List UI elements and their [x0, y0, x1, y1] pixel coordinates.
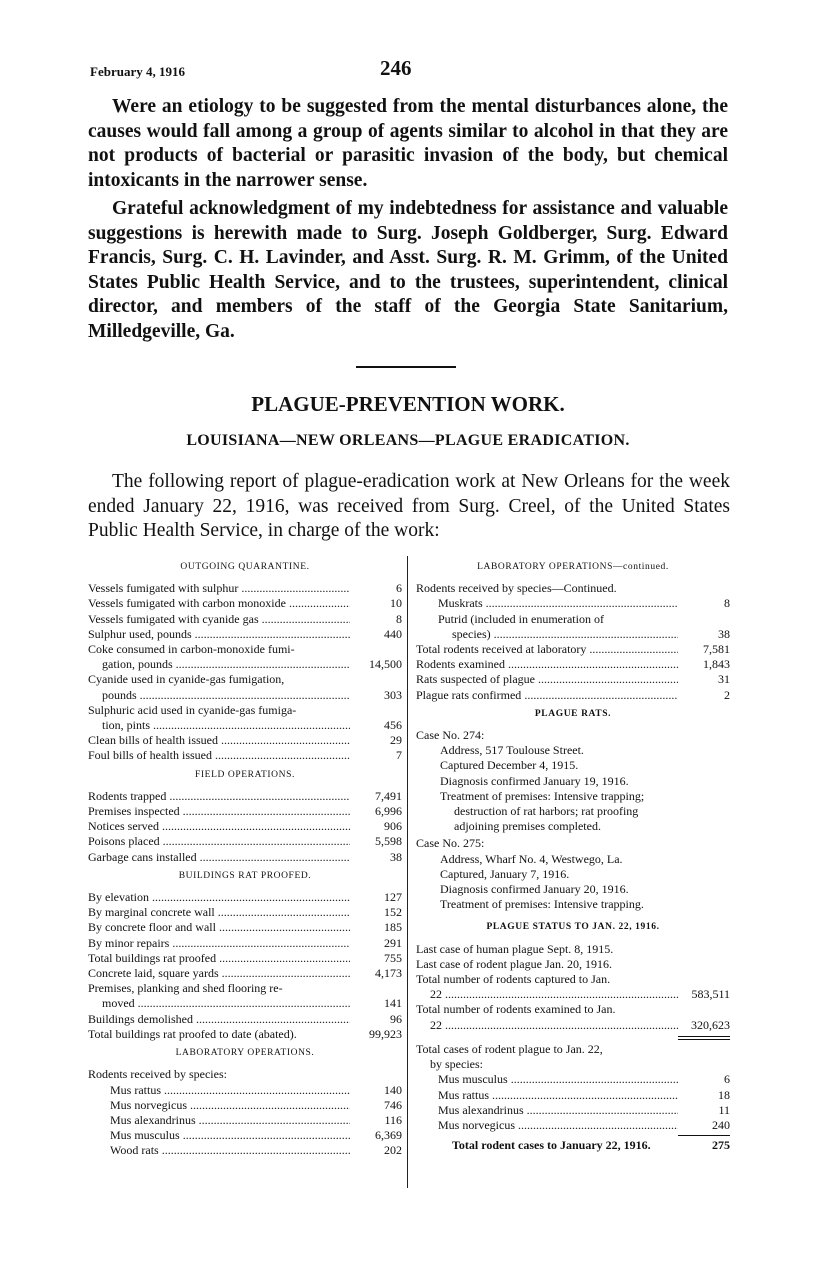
row-value: 755 — [384, 950, 402, 965]
row-value: 38 — [718, 626, 730, 641]
double-rule — [678, 1036, 730, 1040]
row-label-cont: gation, pounds ..... — [102, 657, 350, 672]
row-value: 11 — [718, 1102, 730, 1117]
intro-paragraph: Grateful acknowledgment of my indebtedness for assistance and valuable suggestions is herewith made to Surg. Joseph Goldberger, Surg. Edward Francis, Surg. C. H. Lavinder, and Asst. Surg. R. M. Grimm, of the United States Public Health Service, and to the trustees, superintendent, clinical director, and members of the staff of the Georgia State Sanitarium, Milledgeville, Ga. — [88, 198, 728, 342]
table-row — [88, 733, 402, 748]
row-value: 185 — [384, 920, 402, 935]
table-row — [416, 642, 730, 657]
row-label: Plague rats confirmed ..... — [416, 688, 678, 703]
row-label: Muskrats ..... — [438, 596, 678, 611]
row-value: 275 — [712, 1138, 730, 1153]
row-label: Total number of rodents captured to Jan. — [416, 972, 611, 987]
table-row — [88, 1113, 402, 1128]
row-label: Foul bills of health issued ..... — [88, 748, 350, 763]
table-row — [416, 657, 730, 672]
table-row — [416, 688, 730, 703]
case-treatment: Treatment of premises: Intensive trapping. — [440, 897, 644, 912]
row-label: Clean bills of health issued ..... — [88, 733, 350, 748]
row-value: 6 — [396, 581, 402, 596]
row-value: 202 — [384, 1143, 402, 1158]
table-row — [416, 972, 730, 1002]
row-value: 7,491 — [375, 788, 402, 803]
table-row — [88, 1143, 402, 1158]
row-label: Garbage cans installed ..... — [88, 850, 350, 865]
table-row — [88, 834, 402, 849]
row-value: 440 — [384, 626, 402, 641]
table-row — [88, 981, 402, 1011]
row-value: 240 — [712, 1117, 730, 1132]
table-row — [88, 850, 402, 865]
row-label: Premises, planking and shed flooring re- — [88, 981, 283, 996]
table-row — [88, 890, 402, 905]
report-intro-paragraph: The following report of plague-eradication work at New Orleans for the week ended January 22, 1916, was received from Surg. Creel, of the United States Public Health Service, in charge of the work: — [88, 471, 730, 541]
row-label: Premises inspected ..... — [88, 804, 350, 819]
row-label-cont: species) ..... — [452, 627, 678, 642]
row-value: 320,623 — [691, 1017, 730, 1032]
table-row — [416, 612, 730, 642]
row-label: Sulphur used, pounds ..... — [88, 627, 350, 642]
row-label: Sulphuric acid used in cyanide-gas fumiga- — [88, 702, 297, 717]
row-value: 6,369 — [375, 1128, 402, 1143]
row-value: 6 — [724, 1072, 730, 1087]
page-number: 246 — [380, 56, 412, 80]
row-label: Wood rats ..... — [110, 1143, 350, 1158]
case-title: Case No. 275: — [416, 836, 485, 851]
table-row — [88, 1012, 402, 1027]
case-diagnosis: Diagnosis confirmed January 20, 1916. — [440, 882, 629, 897]
species-heading: Rodents received by species: — [88, 1067, 227, 1082]
table-row — [416, 1103, 730, 1118]
case-address: Address, Wharf No. 4, Westwego, La. — [440, 851, 623, 866]
row-value: 906 — [384, 819, 402, 834]
row-value: 2 — [724, 687, 730, 702]
row-value: 8 — [724, 596, 730, 611]
row-label: Total rodent cases to January 22, 1916. — [452, 1138, 651, 1153]
table-row — [416, 1072, 730, 1087]
case-treatment-cont: destruction of rat harbors; rat proofing — [454, 804, 639, 819]
row-value: 6,996 — [375, 804, 402, 819]
row-label: Putrid (included in enumeration of — [438, 611, 604, 626]
row-value: 7 — [396, 748, 402, 763]
row-value: 141 — [384, 996, 402, 1011]
row-value: 456 — [384, 718, 402, 733]
case-title: Case No. 274: — [416, 728, 485, 743]
cases-heading: Total cases of rodent plague to Jan. 22, — [416, 1041, 603, 1056]
row-label: Cyanide used in cyanide-gas fumigation, — [88, 672, 285, 687]
row-label: Vessels fumigated with carbon monoxide ..... — [88, 596, 350, 611]
row-value: 140 — [384, 1082, 402, 1097]
case-treatment: Treatment of premises: Intensive trapping; — [440, 788, 645, 803]
section-title: PLAGUE-PREVENTION WORK. — [251, 392, 565, 416]
row-label: Mus alexandrinus ..... — [110, 1113, 350, 1128]
table-row — [88, 789, 402, 804]
total-rule — [678, 1135, 730, 1136]
species-heading: Rodents received by species—Continued. — [416, 581, 617, 596]
case-captured: Captured, January 7, 1916. — [440, 866, 570, 881]
table-row — [88, 1098, 402, 1113]
row-label: Poisons placed ..... — [88, 834, 350, 849]
case-address: Address, 517 Toulouse Street. — [440, 743, 584, 758]
row-label: Total number of rodents examined to Jan. — [416, 1002, 616, 1017]
table-row — [88, 966, 402, 981]
row-label: Mus rattus ..... — [110, 1083, 350, 1098]
row-label: Coke consumed in carbon-monoxide fumi- — [88, 642, 295, 657]
buildings-rat-proofed-heading: BUILDINGS RAT PROOFED. — [178, 870, 312, 881]
row-value: 29 — [390, 733, 402, 748]
column-divider — [407, 556, 408, 1188]
row-value: 291 — [384, 935, 402, 950]
row-label: Notices served ..... — [88, 819, 350, 834]
row-label: By concrete floor and wall ..... — [88, 920, 350, 935]
row-value: 303 — [384, 687, 402, 702]
header-date: February 4, 1916 — [90, 64, 185, 79]
table-row — [416, 596, 730, 611]
row-label-cont: pounds ..... — [102, 688, 350, 703]
last-human-case: Last case of human plague Sept. 8, 1915. — [416, 941, 614, 956]
row-label: Rodents trapped ..... — [88, 789, 350, 804]
laboratory-operations-heading: LABORATORY OPERATIONS. — [175, 1048, 315, 1059]
table-row — [88, 612, 402, 627]
table-row-total — [416, 1138, 730, 1153]
table-row — [88, 819, 402, 834]
row-value: 5,598 — [375, 834, 402, 849]
left-column — [88, 556, 402, 1159]
row-value: 116 — [384, 1112, 402, 1127]
row-label-cont: 22 ..... — [430, 1018, 678, 1033]
row-label: Vessels fumigated with cyanide gas ..... — [88, 612, 350, 627]
table-row — [88, 1128, 402, 1143]
last-rodent-case: Last case of rodent plague Jan. 20, 1916. — [416, 956, 612, 971]
row-label: Rodents examined ..... — [416, 657, 678, 672]
row-label: Mus norvegicus ..... — [438, 1118, 678, 1133]
right-column — [416, 556, 730, 1153]
table-row — [88, 920, 402, 935]
row-label-cont: moved ..... — [102, 996, 350, 1011]
table-row-total — [88, 1027, 402, 1042]
table-row — [88, 905, 402, 920]
row-label: By minor repairs ..... — [88, 936, 350, 951]
row-label: Total buildings rat proofed to date (abated). — [88, 1026, 297, 1041]
row-value: 10 — [390, 596, 402, 611]
row-value: 583,511 — [691, 987, 730, 1002]
row-value: 152 — [384, 905, 402, 920]
row-value: 14,500 — [369, 657, 402, 672]
case-diagnosis: Diagnosis confirmed January 19, 1916. — [440, 773, 629, 788]
row-value: 127 — [384, 890, 402, 905]
row-label-cont: tion, pints ..... — [102, 718, 350, 733]
table-row — [88, 672, 402, 702]
row-label: Mus musculus ..... — [438, 1072, 678, 1087]
table-row — [88, 748, 402, 763]
row-label-cont: 22 ..... — [430, 987, 678, 1002]
row-label: Rats suspected of plague ..... — [416, 672, 678, 687]
row-value: 7,581 — [703, 642, 730, 657]
row-label: Mus norvegicus ..... — [110, 1098, 350, 1113]
row-label: Total buildings rat proofed ..... — [88, 951, 350, 966]
row-label: Concrete laid, square yards ..... — [88, 966, 350, 981]
plague-rats-heading: PLAGUE RATS. — [534, 708, 612, 719]
table-row — [88, 936, 402, 951]
section-divider — [356, 366, 456, 368]
table-row — [416, 1002, 730, 1032]
row-value: 99,923 — [369, 1026, 402, 1041]
row-label: By elevation ..... — [88, 890, 350, 905]
subsection-title: LOUISIANA—NEW ORLEANS—PLAGUE ERADICATION. — [186, 432, 630, 449]
row-label: By marginal concrete wall ..... — [88, 905, 350, 920]
row-label: Vessels fumigated with sulphur ..... — [88, 581, 350, 596]
table-row — [88, 642, 402, 672]
table-row — [88, 1083, 402, 1098]
row-value: 746 — [384, 1097, 402, 1112]
report-intro — [88, 470, 730, 544]
table-row — [88, 703, 402, 733]
row-value: 8 — [396, 611, 402, 626]
row-value: 4,173 — [375, 966, 402, 981]
table-row — [416, 1118, 730, 1133]
table-row — [88, 596, 402, 611]
table-row — [88, 627, 402, 642]
row-value: 1,843 — [703, 657, 730, 672]
intro-text — [88, 95, 728, 344]
case-treatment-cont: adjoining premises completed. — [454, 819, 601, 834]
row-value: 18 — [718, 1087, 730, 1102]
field-operations-heading: FIELD OPERATIONS. — [195, 769, 295, 780]
row-value: 38 — [390, 849, 402, 864]
laboratory-continued-heading: LABORATORY OPERATIONS—continued. — [477, 562, 669, 572]
row-label: Total rodents received at laboratory ..... — [416, 642, 678, 657]
table-row — [88, 951, 402, 966]
intro-paragraph: Were an etiology to be suggested from the mental disturbances alone, the causes would fall among a group of agents similar to alcohol in that they are not products of bacterial or parasitic invasion of the body, but chemical intoxicants in the narrower sense. — [88, 96, 728, 191]
cases-heading-cont: by species: — [430, 1057, 483, 1072]
row-value: 96 — [390, 1011, 402, 1026]
row-value: 31 — [718, 672, 730, 687]
table-row — [416, 672, 730, 687]
case-captured: Captured December 4, 1915. — [440, 758, 579, 773]
plague-status-heading: PLAGUE STATUS TO JAN. 22, 1916. — [486, 922, 660, 933]
table-row — [88, 804, 402, 819]
row-label: Mus rattus ..... — [438, 1088, 678, 1103]
row-label: Mus alexandrinus ..... — [438, 1103, 678, 1118]
table-row — [88, 581, 402, 596]
row-label: Mus musculus ..... — [110, 1128, 350, 1143]
row-label: Buildings demolished ..... — [88, 1012, 350, 1027]
outgoing-quarantine-heading: OUTGOING QUARANTINE. — [180, 562, 310, 572]
table-row — [416, 1088, 730, 1103]
